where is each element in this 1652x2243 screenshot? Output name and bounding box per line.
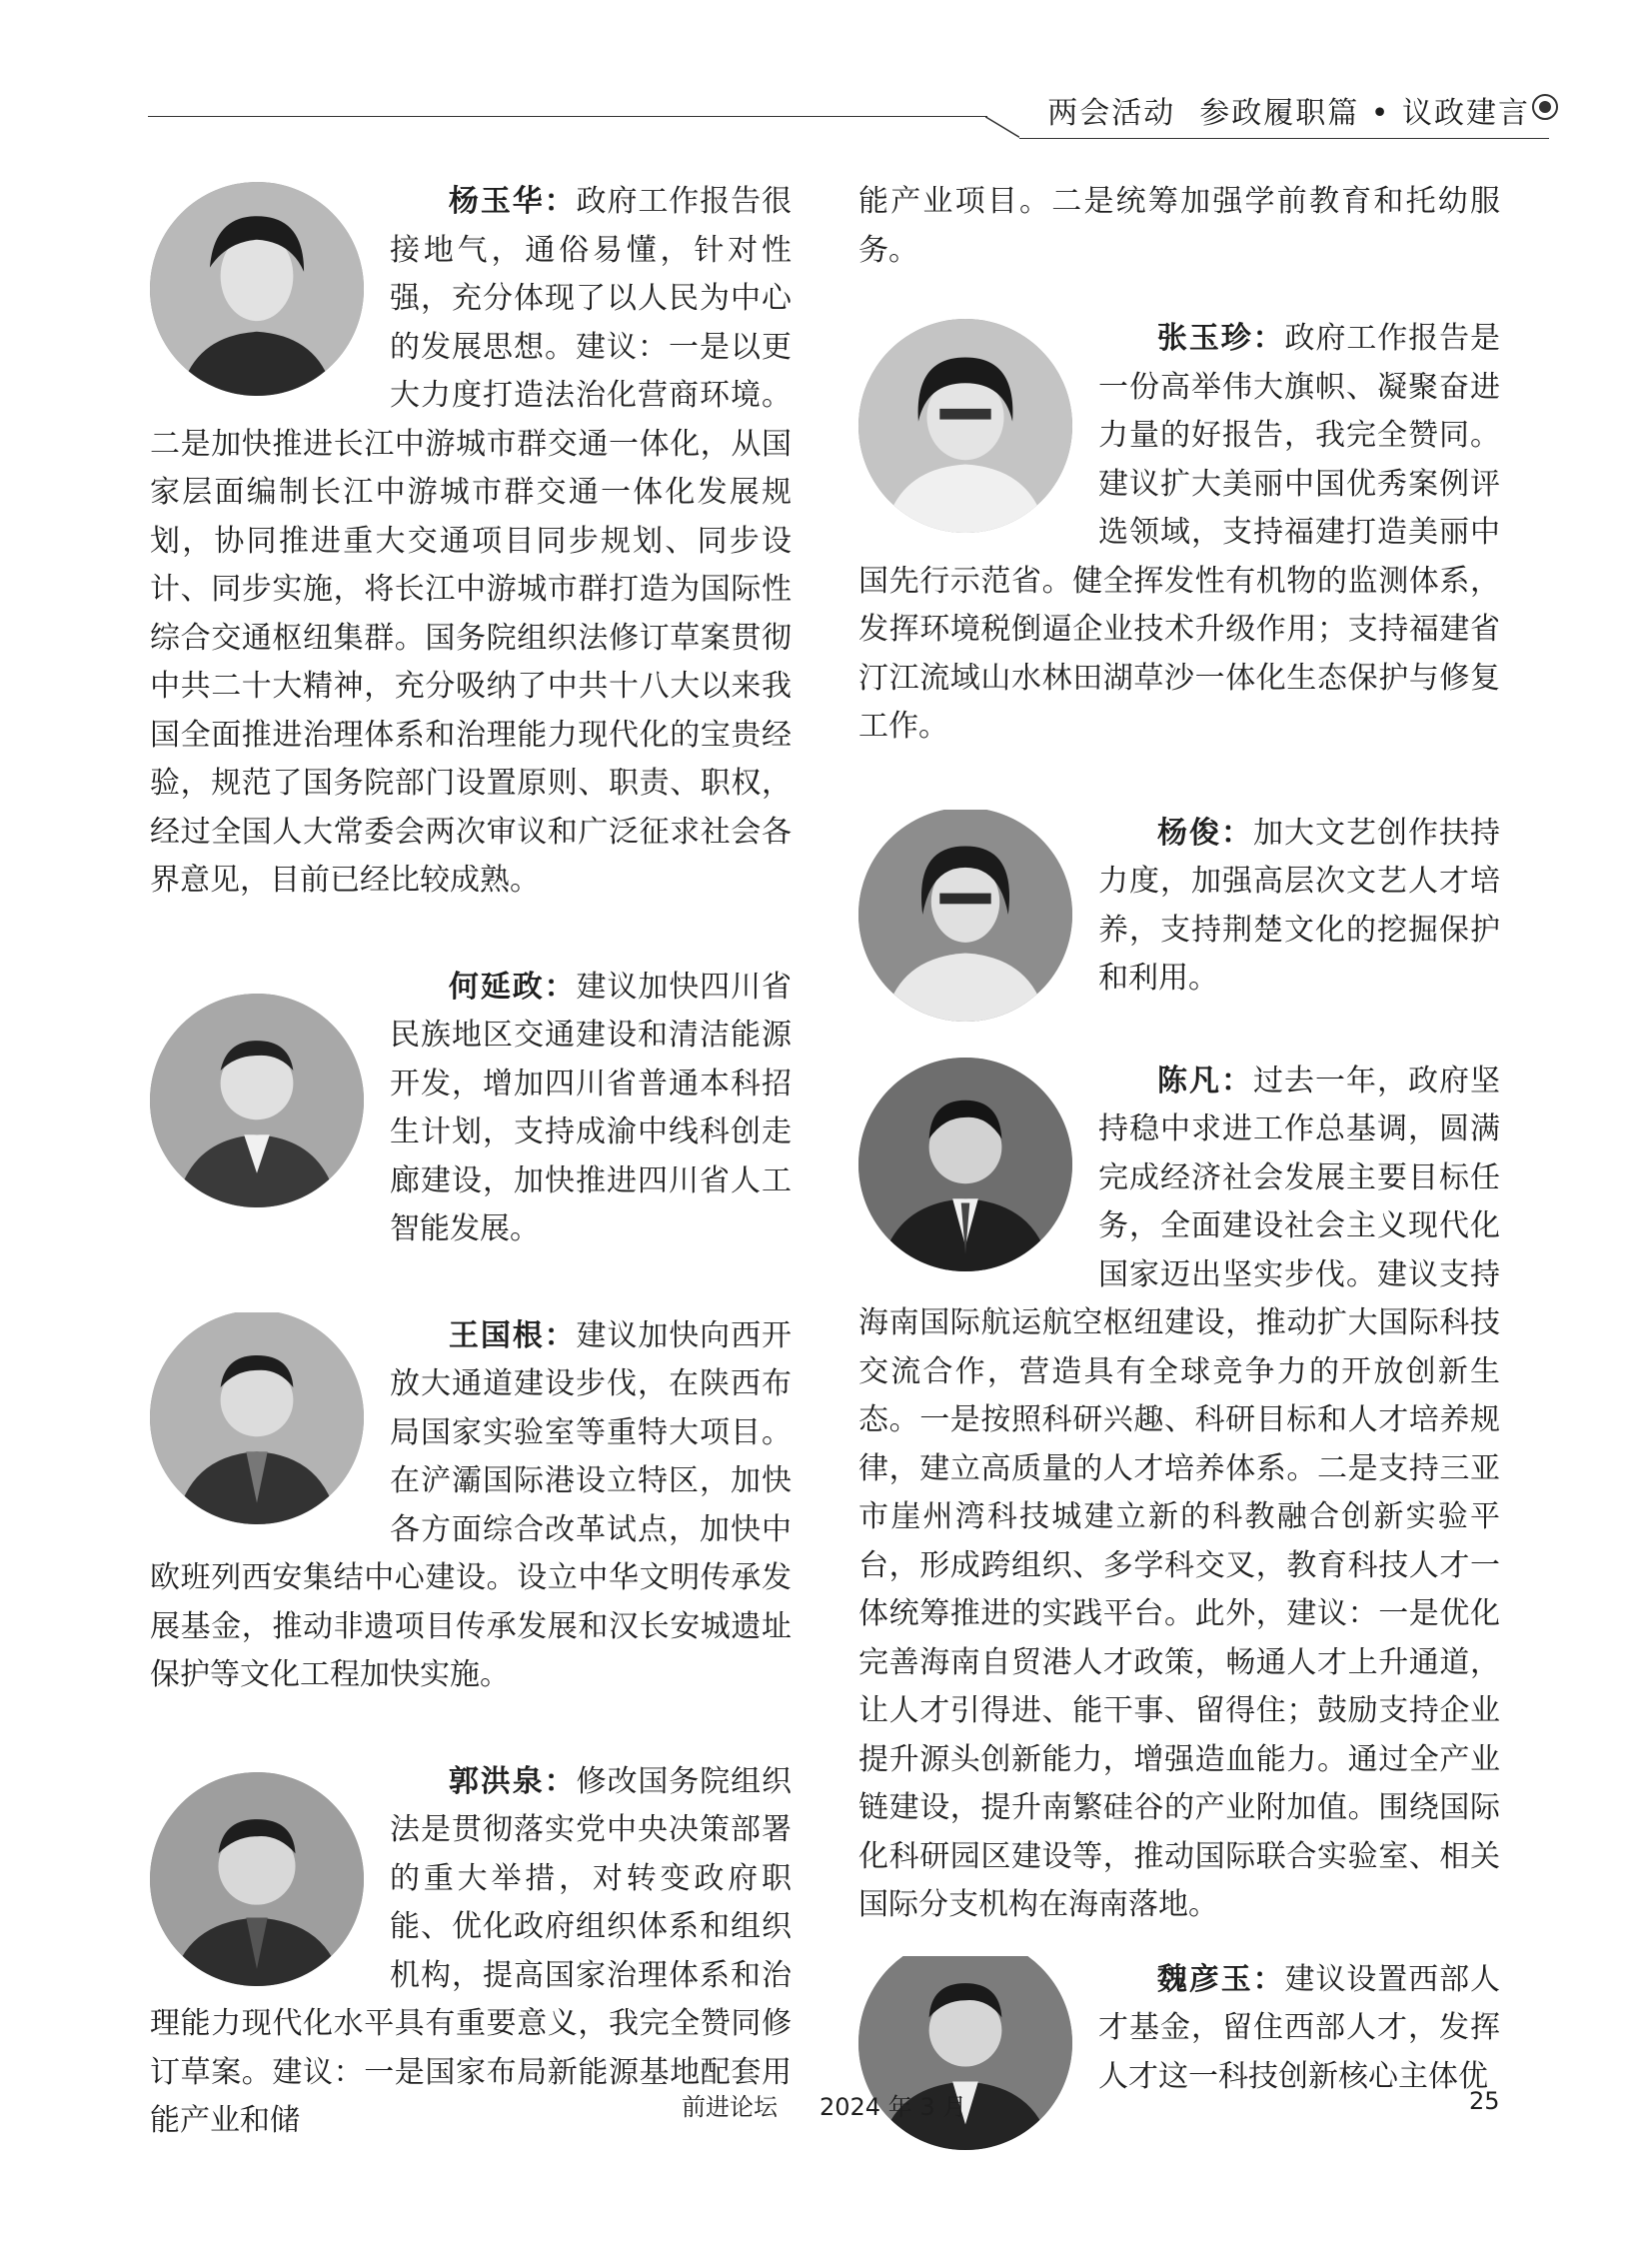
entry-yang-yuhua: [150, 178, 792, 906]
speaker-name: 王国根：: [448, 1317, 577, 1353]
header-rule-left: [148, 116, 987, 117]
portrait-photo: [858, 810, 1072, 1022]
speaker-name: 郭洪泉：: [448, 1763, 577, 1799]
entry-zhang-yuzhen: [858, 315, 1500, 752]
entry-he-yanzheng: [150, 964, 792, 1254]
speaker-text: 建议设置西部人才基金，留住西部人才，发挥人才这一科技创新核心主体优: [1098, 1961, 1500, 2094]
footer-date: 2024 年 3 月: [820, 2093, 967, 2121]
portrait-photo: [150, 182, 364, 396]
speaker-name: 杨俊：: [1156, 815, 1253, 851]
entry-wei-yanyu: [858, 1956, 1500, 2160]
portrait-photo: [150, 1772, 364, 1986]
right-column: [858, 178, 1500, 2160]
speaker-text: 加大文艺创作扶持力度，加强高层次文艺人才培养，支持荆楚文化的挖掘保护和利用。: [1098, 815, 1500, 996]
footer-journal: 前进论坛: [682, 2093, 778, 2121]
portrait-photo: [150, 1312, 364, 1524]
header-section: 两会活动: [1047, 96, 1176, 131]
speaker-name: 陈凡：: [1156, 1063, 1253, 1099]
speaker-name: 张玉珍：: [1156, 321, 1285, 356]
speaker-text: 建议加快四川省民族地区交通建设和清洁能源开发，增加四川省普通本科招生计划，支持成渝中线科创走廊建设，加快推进四川省人工智能发展。: [390, 969, 792, 1246]
speaker-name: 杨玉华：: [448, 184, 577, 219]
speaker-name: 魏彦玉：: [1156, 1961, 1285, 1997]
portrait-photo: [858, 319, 1072, 533]
entry-wang-guogen: [150, 1312, 792, 1700]
page-number: 25: [1469, 2087, 1500, 2115]
header-rule-right: [1019, 138, 1549, 139]
continued-paragraph: 能产业项目。二是统筹加强学前教育和托幼服务。: [858, 184, 1500, 268]
running-header: [1047, 88, 1530, 132]
portrait-photo: [858, 1058, 1072, 1271]
speaker-text: 修改国务院组织法是贯彻落实党中央决策部署的重大举措，对转变政府职能、优化政府组织体系和组织机构，提高国家治理体系和治理能力现代化水平具有重要意义，我完全赞同修订草案。建议：一是国家布局新能源基地配套用能产业和储: [150, 1763, 792, 2138]
speaker-text: 政府工作报告是一份高举伟大旗帜、凝聚奋进力量的好报告，我完全赞同。建议扩大美丽中国优秀案例评选领域，支持福建打造美丽中国先行示范省。健全挥发性有机物的监测体系，发挥环境税倒逼企业技术升级作用；支持福建省汀江流域山水林田湖草沙一体化生态保护与修复工作。: [858, 321, 1500, 744]
header-rule-slant: [985, 116, 1019, 138]
header-subsection: 参政履职篇 • 议政建言: [1199, 96, 1530, 131]
speaker-text: 过去一年，政府坚持稳中求进工作总基调，圆满完成经济社会发展主要目标任务，全面建设社会主义现代化国家迈出坚实步伐。建议支持海南国际航运航空枢纽建设，推动扩大国际科技交流合作，营造具有全球竞争力的开放创新生态。一是按照科研兴趣、科研目标和人才培养规律，建立高质量的人才培养体系。二是支持三亚市崖州湾科技城建立新的科教融合创新实验平台，形成跨组织、多学科交叉，教育科技人才一体统筹推进的实践平台。此外，建议：一是优化完善海南自贸港人才政策，畅通人才上升通道，让人才引得进、能干事、留得住；鼓励支持企业提升源头创新能力，增强造血能力。通过全产业链建设，提升南繁硅谷的产业附加值。围绕国际化科研园区建设等，推动国际联合实验室、相关国际分支机构在海南落地。: [858, 1063, 1500, 1922]
left-column: [150, 178, 792, 2146]
entry-chen-fan: [858, 1058, 1500, 1930]
portrait-photo: [150, 994, 364, 1207]
speaker-text: 政府工作报告很接地气，通俗易懂，针对性强，充分体现了以人民为中心的发展思想。建议：一是以更大力度打造法治化营商环境。二是加快推进长江中游城市群交通一体化，从国家层面编制长江中游城市群交通一体化发展规划，协同推进重大交通项目同步规划、同步设计、同步实施，将长江中游城市群打造为国际性综合交通枢纽集群。国务院组织法修订草案贯彻中共二十大精神，充分吸纳了中共十八大以来我国全面推进治理体系和治理能力现代化的宝贵经验，规范了国务院部门设置原则、职责、职权，经过全国人大常委会两次审议和广泛征求社会各界意见，目前已经比较成熟。: [150, 184, 792, 898]
speaker-text: 建议加快向西开放大通道建设步伐，在陕西布局国家实验室等重特大项目。在浐灞国际港设立特区，加快各方面综合改革试点，加快中欧班列西安集结中心建设。设立中华文明传承发展基金，推动非遗项目传承发展和汉长安城遗址保护等文化工程加快实施。: [150, 1317, 792, 1692]
speaker-name: 何延政：: [448, 969, 577, 1005]
target-icon: [1532, 94, 1558, 120]
entry-yang-jun: [858, 810, 1500, 1032]
